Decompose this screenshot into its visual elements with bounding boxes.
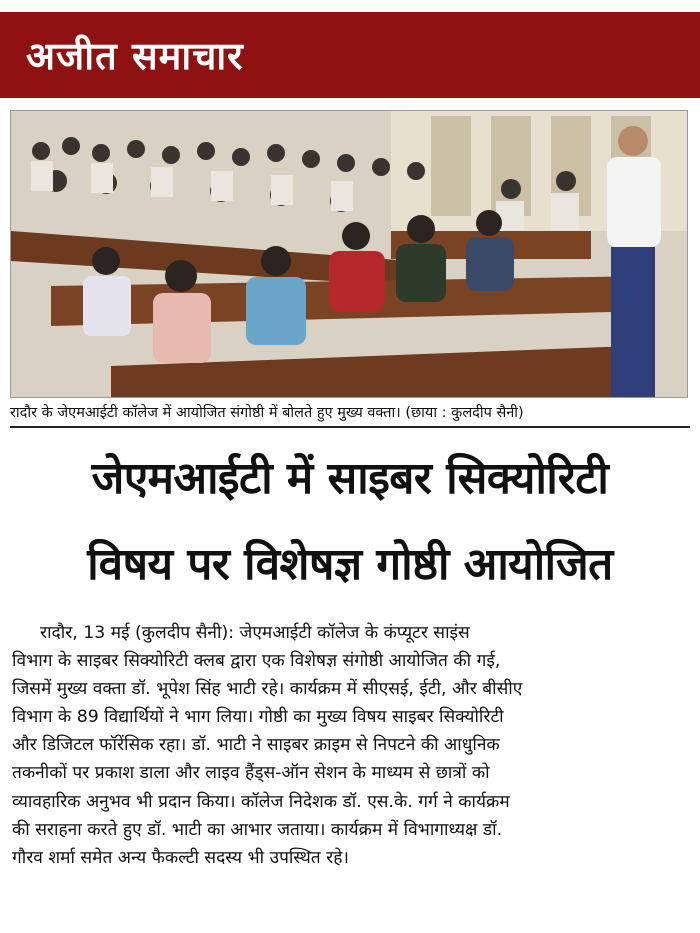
article-line: जिसमें मुख्य वक्ता डॉ. भूपेश सिंह भाटी रहे। कार्यक्रम में सीएसई, ईटी, और बीसीए — [12, 679, 523, 700]
article-line: तकनीकों पर प्रकाश डाला और लाइव हैंड्स-ऑन सेशन के माध्यम से छात्रों को — [12, 763, 490, 784]
headline-line-2: विषय पर विशेषज्ञ गोष्ठी आयोजित — [87, 539, 613, 590]
article-line: गौरव शर्मा समेत अन्य फैकल्टी सदस्य भी उपस्थित रहे। — [12, 847, 349, 868]
article-line: रादौर, 13 मई (कुलदीप सैनी): जेएमआईटी कॉलेज के कंप्यूटर साइंस — [40, 623, 470, 643]
seminar-photo-illustration — [11, 111, 687, 397]
photo-caption: रादौर के जेएमआईटी कॉलेज में आयोजित संगोष्ठी में बोलते हुए मुख्य वक्ता। (छाया : कुलदीप सैनी) — [10, 405, 524, 421]
masthead — [0, 12, 700, 98]
article-line: विभाग के 89 विद्यार्थियों ने भाग लिया। गोष्ठी का मुख्य विषय साइबर सिक्योरिटी — [12, 707, 504, 728]
divider — [10, 426, 690, 428]
article-body — [12, 619, 686, 872]
masthead-title: अजीत समाचार — [26, 34, 244, 78]
article-line: व्यावहारिक अनुभव भी प्रदान किया। कॉलेज निदेशक डॉ. एस.के. गर्ग ने कार्यक्रम — [12, 791, 510, 812]
seminar-photo — [10, 110, 688, 398]
article-line: और डिजिटल फॉरेंसिक रहा। डॉ. भाटी ने साइबर क्राइम से निपटने की आधुनिक — [12, 735, 500, 756]
headline-line-1: जेएमआईटी में साइबर सिक्योरिटी — [91, 453, 609, 504]
article-line: विभाग के साइबर सिक्योरिटी क्लब द्वारा एक विशेषज्ञ संगोष्ठी आयोजित की गई, — [12, 651, 501, 672]
article-line: की सराहना करते हुए डॉ. भाटी का आभार जताया। कार्यक्रम में विभागाध्यक्ष डॉ. — [12, 819, 503, 840]
